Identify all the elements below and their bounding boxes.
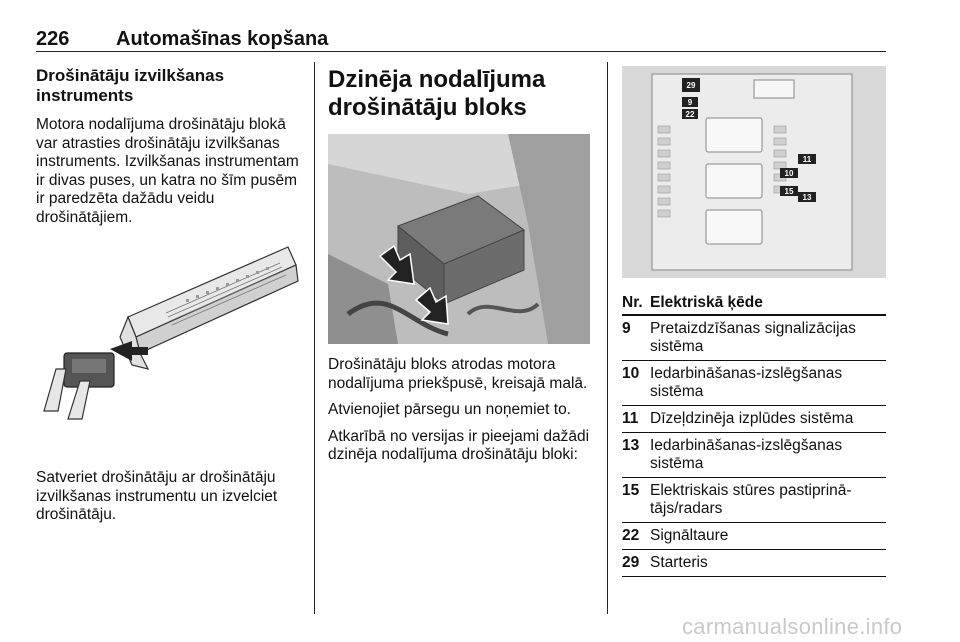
fuse-extractor-intro: Motora nodalījuma drošinātāju blokā var atrasties drošinātāju izvilkšanas instruments. Izvilkšanas instrumentam ir divas puses, un katra no šīm pusēm ir paredzēta dažādu veidu drošinātājiem. [36, 116, 299, 226]
version-note: Atkarībā no versijas ir pieejami dažādi dzinēja nodalījuma drošinātāju bloki: [328, 427, 590, 463]
diagram-label-29: 29 [686, 81, 696, 90]
page-header [36, 28, 886, 50]
column-divider-1 [314, 62, 315, 614]
fuse-box-location: Drošinātāju bloks atrodas motora nodalījuma priekšpusē, kreisajā malā. [328, 356, 588, 392]
fuse-circuit-table [622, 294, 886, 577]
section-heading-fuse-extractor: Drošinātāju izvilkšanas instruments [36, 66, 225, 105]
table-row [622, 478, 886, 523]
header-circuit: Elektriskā ķēde [650, 294, 763, 311]
row-nr: 15 [622, 482, 640, 499]
fuse-extractor-drawing [36, 241, 304, 463]
row-text: Iedarbināšanas-izslēgšanas sistēma [650, 437, 843, 472]
row-text: Starteris [650, 554, 708, 571]
row-nr: 22 [622, 527, 640, 544]
row-text: Elektriskais stūres pastiprinā-tājs/radars [650, 482, 852, 517]
table-row [622, 523, 886, 550]
row-nr: 11 [622, 410, 639, 427]
watermark: carmanualsonline.info [682, 614, 903, 639]
row-nr: 9 [622, 320, 631, 337]
header-divider [36, 51, 886, 52]
column-divider-2 [607, 62, 608, 614]
diagram-label-9: 9 [687, 98, 693, 107]
table-row [622, 316, 886, 361]
fuse-extractor-caption: Satveriet drošinātāju ar drošinātāju izvilkšanas instrumentu un izvelciet drošinātāju. [36, 469, 278, 523]
remove-cover-instruction: Atvienojiet pārsegu un noņemiet to. [328, 401, 571, 418]
diagram-label-13: 13 [802, 193, 812, 202]
column-engine-fuse-box [328, 66, 596, 473]
chapter-title: Automašīnas kopšana [116, 28, 329, 50]
table-row [622, 361, 886, 406]
diagram-label-15: 15 [784, 187, 794, 196]
table-header [622, 294, 886, 316]
row-text: Dīzeļdzinēja izplūdes sistēma [650, 410, 854, 427]
engine-bay-drawing [328, 134, 590, 344]
table-row [622, 433, 886, 478]
row-text: Signāltaure [650, 527, 729, 544]
engine-bay-photo [328, 134, 590, 344]
row-nr: 29 [622, 554, 640, 571]
fuse-box-diagram [622, 66, 886, 278]
section-heading-engine-fuse-box: Dzinēja nodalījuma drošinātāju bloks [328, 66, 546, 121]
diagram-label-11: 11 [802, 155, 812, 164]
page-number: 226 [36, 28, 70, 50]
diagram-label-22: 22 [685, 110, 695, 119]
header-nr: Nr. [622, 294, 643, 311]
fuse-box-drawing [622, 66, 886, 278]
column-fuse-table [622, 66, 886, 571]
fuse-extractor-illustration [36, 241, 304, 463]
row-nr: 13 [622, 437, 640, 454]
column-fuse-extractor [36, 66, 304, 533]
table-row [622, 550, 886, 577]
diagram-label-10: 10 [784, 169, 794, 178]
row-nr: 10 [622, 365, 640, 382]
row-text: Pretaizdzīšanas signalizācijas sistēma [650, 320, 856, 355]
row-text: Iedarbināšanas-izslēgšanas sistēma [650, 365, 843, 400]
table-row [622, 406, 886, 433]
